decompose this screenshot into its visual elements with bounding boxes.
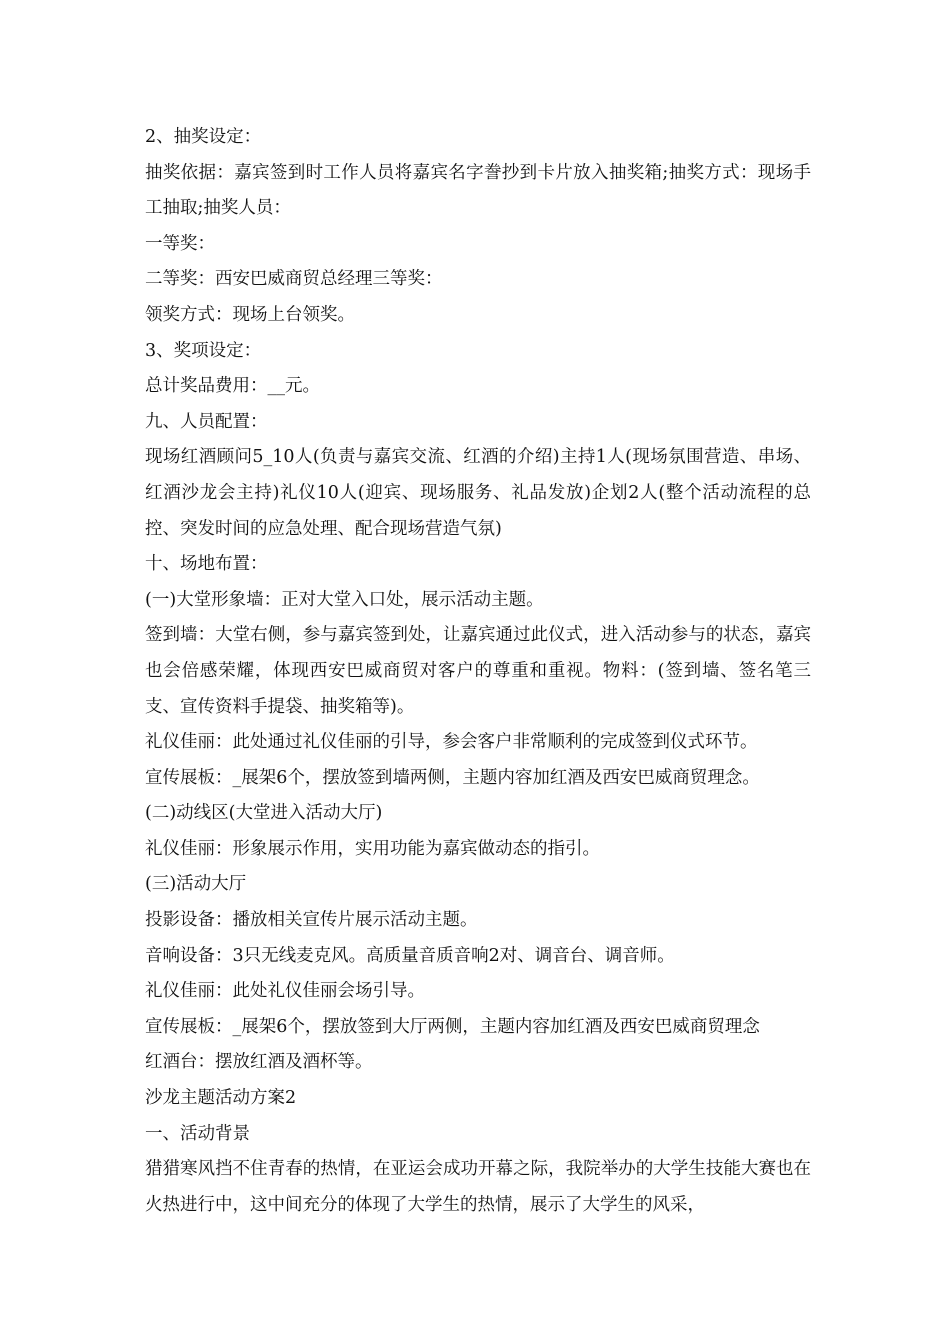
paragraph-wine-table: 红酒台：摆放红酒及酒杯等。 [145, 1052, 373, 1073]
paragraph-projection: 投影设备：播放相关宣传片展示活动主题。 [145, 910, 478, 931]
paragraph-etiquette-signin: 礼仪佳丽：此处通过礼仪佳丽的引导，参会客户非常顺利的完成签到仪式环节。 [145, 732, 758, 753]
paragraph-etiquette-hall: 礼仪佳丽：此处礼仪佳丽会场引导。 [145, 981, 425, 1002]
paragraph-claim-method: 领奖方式：现场上台领奖。 [145, 304, 355, 325]
paragraph-event-hall: (三)活动大厅 [145, 874, 247, 895]
section-heading-awards: 3、奖项设定： [145, 340, 262, 361]
section-heading-venue: 十、场地布置： [145, 554, 268, 575]
paragraph-second-prize: 二等奖：西安巴威商贸总经理三等奖： [145, 269, 443, 290]
paragraph-lottery-basis: 抽奖依据：嘉宾签到时工作人员将嘉宾名字誊抄到卡片放入抽奖箱;抽奖方式：现场手工抽取;抽奖人员： [145, 162, 811, 219]
paragraph-total-cost: 总计奖品费用：__元。 [145, 376, 320, 397]
section-heading-background: 一、活动背景 [145, 1123, 250, 1144]
paragraph-audio: 音响设备：3只无线麦克风。高质量音质音响2对、调音台、调音师。 [145, 945, 675, 966]
section-heading-staffing: 九、人员配置： [145, 411, 268, 432]
document-body [145, 120, 811, 1223]
paragraph-staffing: 现场红酒顾问5_10人(负责与嘉宾交流、红酒的介绍)主持1人(现场氛围营造、串场、红酒沙龙会主持)礼仪10人(迎宾、现场服务、礼品发放)企划2人(整个活动流程的总控、突发时间的应急处理、配合现场营造气氛) [145, 447, 811, 539]
paragraph-signin-wall: 签到墙：大堂右侧，参与嘉宾签到处，让嘉宾通过此仪式，进入活动参与的状态，嘉宾也会倍感荣耀，体现西安巴威商贸对客户的尊重和重视。物料：(签到墙、签名笔三支、宣传资料手提袋、抽奖箱等)。 [145, 625, 811, 717]
section-heading-lottery: 2、抽奖设定： [145, 127, 262, 147]
paragraph-first-prize: 一等奖： [145, 233, 215, 254]
paragraph-lobby-wall: (一)大堂形象墙：正对大堂入口处，展示活动主题。 [145, 589, 544, 610]
paragraph-etiquette-guidance: 礼仪佳丽：形象展示作用，实用功能为嘉宾做动态的指引。 [145, 838, 600, 859]
paragraph-circulation-area: (二)动线区(大堂进入活动大厅) [145, 803, 383, 824]
paragraph-display-boards-hall: 宣传展板：_展架6个，摆放签到大厅两侧，主题内容加红酒及西安巴威商贸理念 [145, 1016, 760, 1037]
plan-title-2: 沙龙主题活动方案2 [145, 1088, 297, 1109]
paragraph-background: 猎猎寒风挡不住青春的热情，在亚运会成功开幕之际，我院举办的大学生技能大赛也在火热进行中，这中间充分的体现了大学生的热情，展示了大学生的风采， [145, 1159, 811, 1215]
paragraph-display-boards-lobby: 宣传展板：_展架6个，摆放签到墙两侧，主题内容加红酒及西安巴威商贸理念。 [145, 767, 760, 788]
